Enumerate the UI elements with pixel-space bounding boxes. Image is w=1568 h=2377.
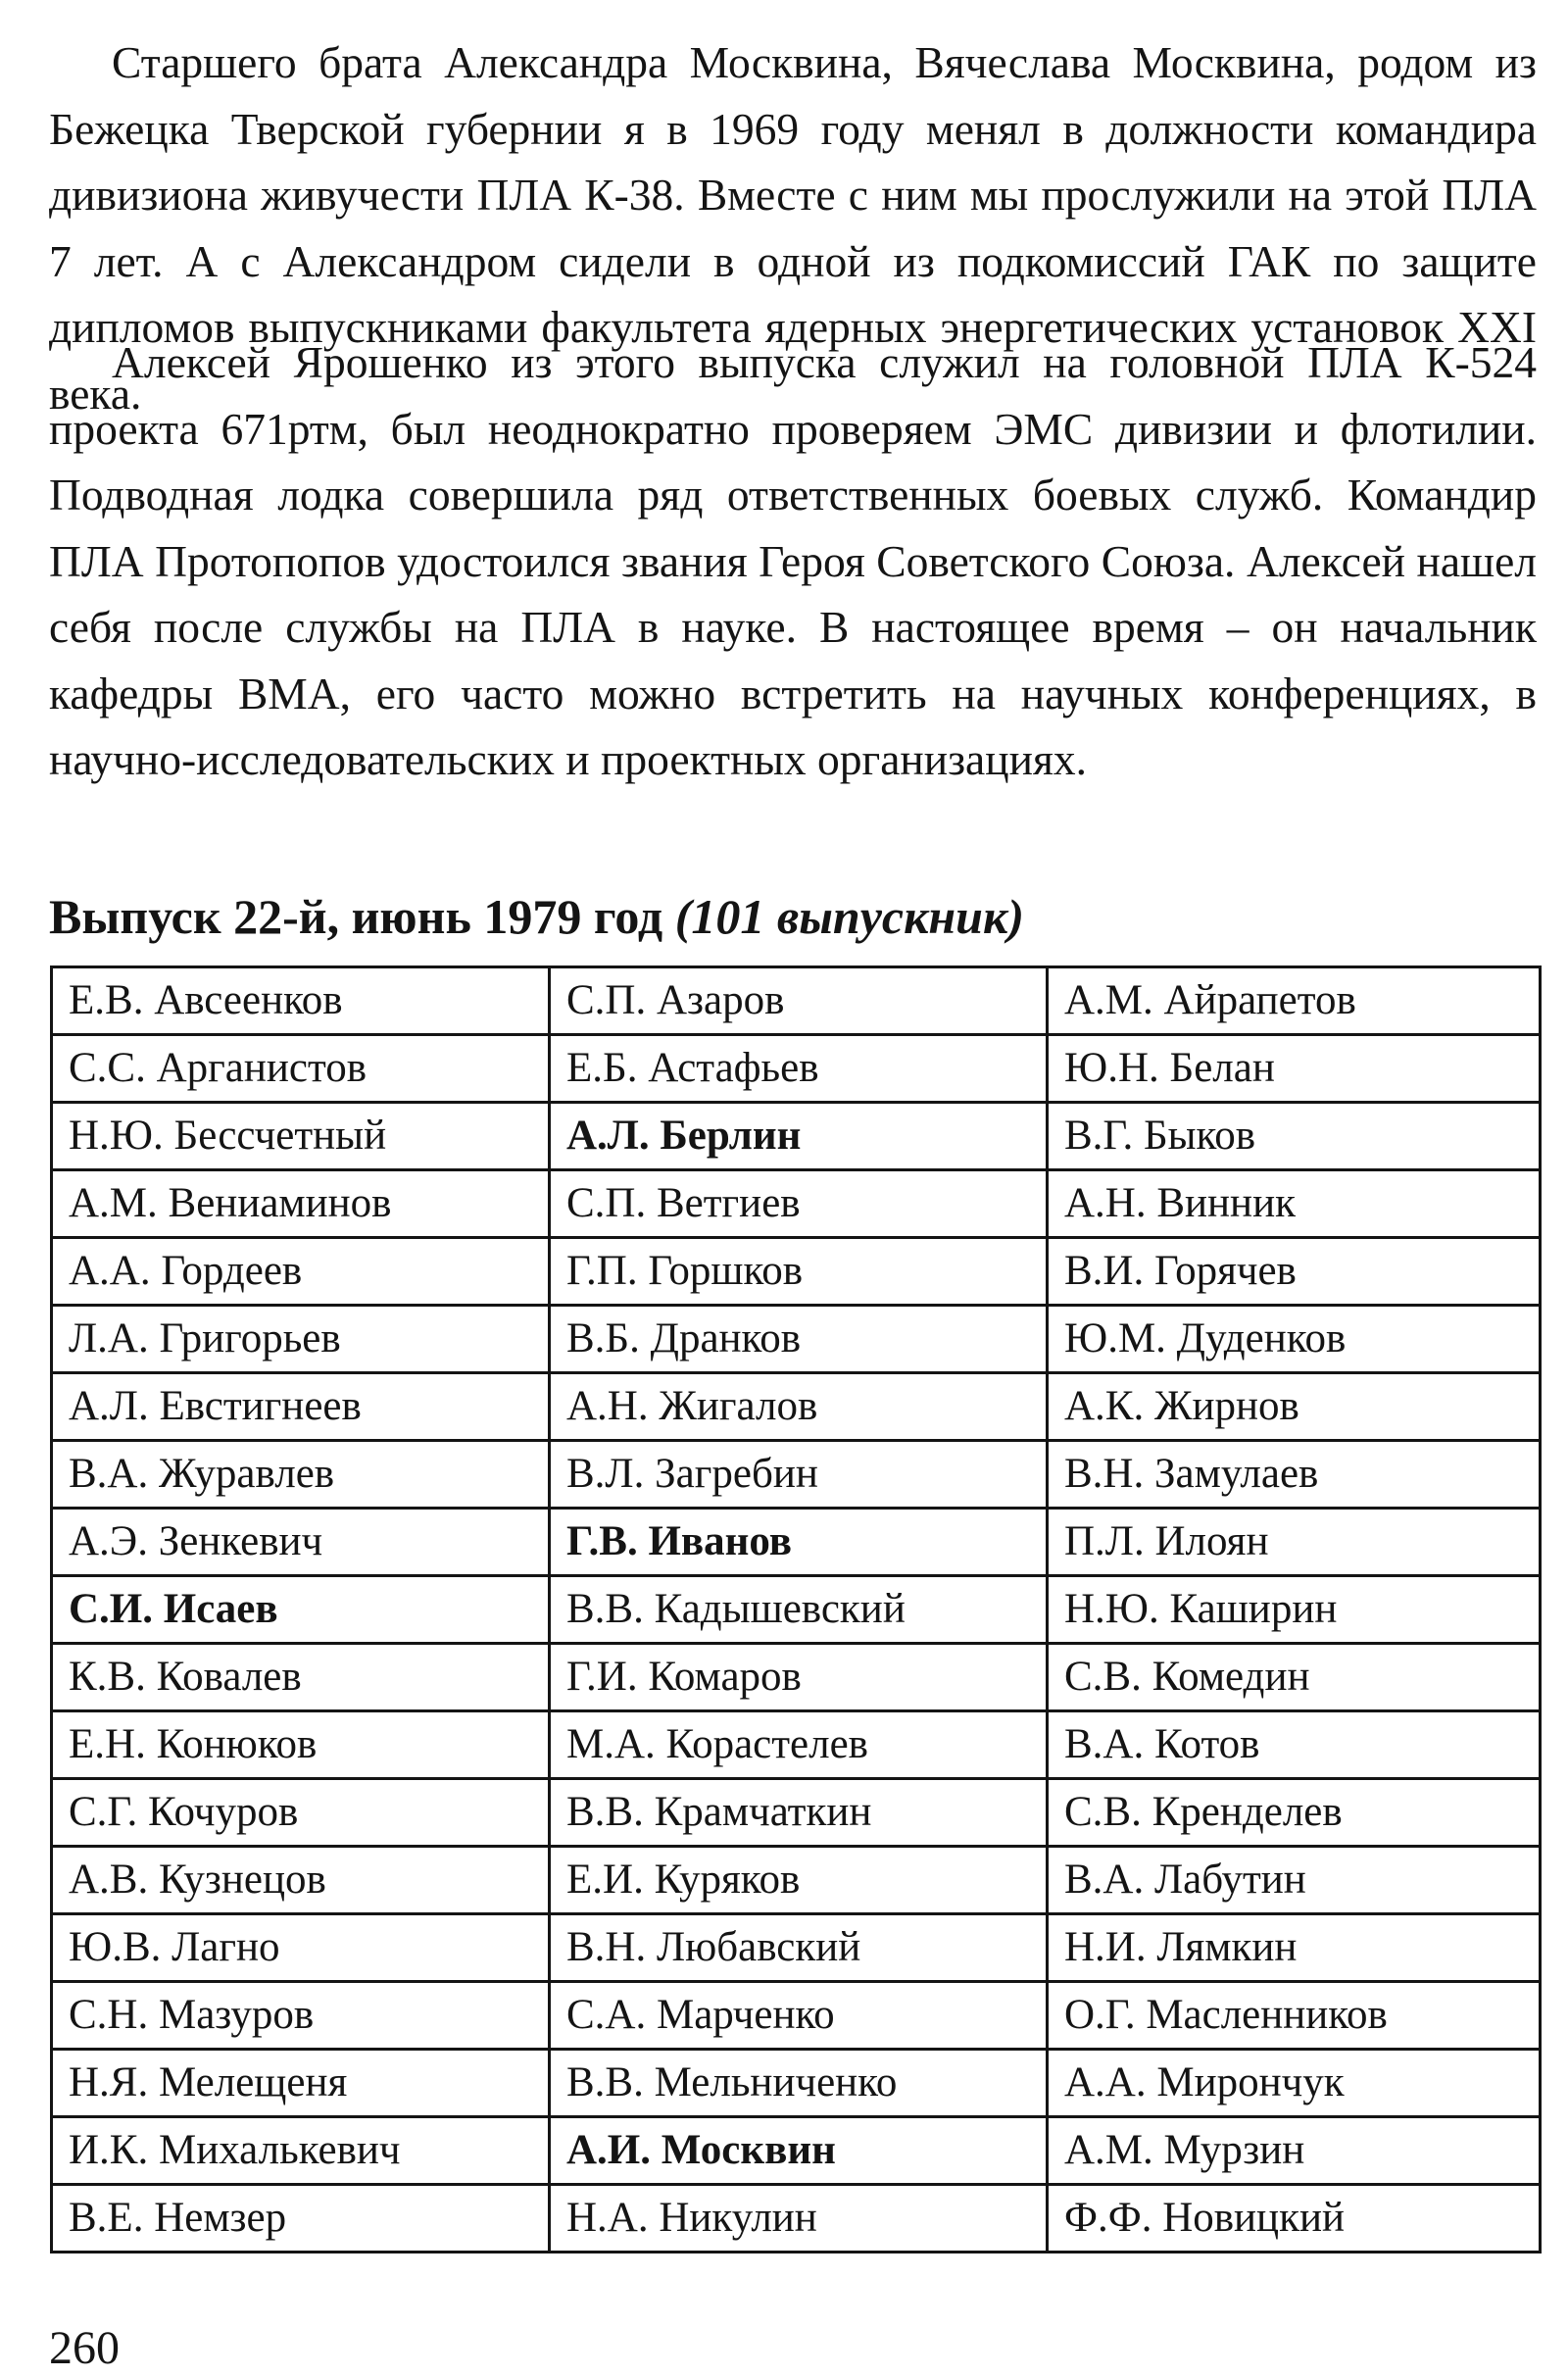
- table-row: [52, 1373, 1541, 1441]
- graduate-name-cell: Н.И. Лямкин: [1048, 1914, 1541, 1982]
- table-row: [52, 1441, 1541, 1509]
- graduate-name-cell: В.Г. Быков: [1048, 1103, 1541, 1170]
- graduate-name-cell: А.А. Мирончук: [1048, 2050, 1541, 2117]
- table-row: [52, 1576, 1541, 1644]
- graduate-name-cell: А.М. Айрапетов: [1048, 967, 1541, 1035]
- graduate-name-cell: С.Н. Мазуров: [52, 1982, 550, 2050]
- table-row: [52, 1644, 1541, 1711]
- graduate-name-cell: Г.В. Иванов: [550, 1509, 1048, 1576]
- graduate-name-cell: В.Н. Замулаев: [1048, 1441, 1541, 1509]
- graduate-name-cell: Ф.Ф. Новицкий: [1048, 2185, 1541, 2253]
- graduate-name-cell: Г.П. Горшков: [550, 1238, 1048, 1306]
- graduate-name-cell: Е.В. Авсеенков: [52, 967, 550, 1035]
- graduate-name-cell: В.В. Кадышевский: [550, 1576, 1048, 1644]
- graduate-name-cell: В.А. Журавлев: [52, 1441, 550, 1509]
- graduate-name-cell: Ю.В. Лагно: [52, 1914, 550, 1982]
- graduate-name-cell: А.М. Вениаминов: [52, 1170, 550, 1238]
- table-row: [52, 2117, 1541, 2185]
- table-row: [52, 1847, 1541, 1914]
- table-row: [52, 967, 1541, 1035]
- graduate-name-cell: А.К. Жирнов: [1048, 1373, 1541, 1441]
- graduate-name-cell: С.П. Ветгиев: [550, 1170, 1048, 1238]
- graduate-name-cell: В.Б. Дранков: [550, 1306, 1048, 1373]
- graduate-name-cell: В.А. Лабутин: [1048, 1847, 1541, 1914]
- table-row: [52, 2050, 1541, 2117]
- graduates-table: [50, 966, 1542, 2253]
- table-row: [52, 1035, 1541, 1103]
- graduate-name-cell: А.М. Мурзин: [1048, 2117, 1541, 2185]
- graduate-name-cell: Е.Б. Астафьев: [550, 1035, 1048, 1103]
- graduate-name-cell: С.В. Кренделев: [1048, 1779, 1541, 1847]
- table-row: [52, 1779, 1541, 1847]
- graduate-name-cell: С.А. Марченко: [550, 1982, 1048, 2050]
- section-subtitle: (101 выпускник): [674, 889, 1024, 944]
- graduate-name-cell: А.Л. Евстигнеев: [52, 1373, 550, 1441]
- graduate-name-cell: Ю.Н. Белан: [1048, 1035, 1541, 1103]
- graduate-name-cell: А.И. Москвин: [550, 2117, 1048, 2185]
- graduate-name-cell: Н.Я. Мелещеня: [52, 2050, 550, 2117]
- paragraph-yaroshenko: Алексей Ярошенко из этого выпуска служил на головной ПЛА К-524 проекта 671ртм, был неоднократно проверяем ЭМС дивизии и флотилии. Подводная лодка совершила ряд ответственных боевых служб. Командир ПЛА Протопопов удостоился звания Героя Советского Союза. Алексей нашел себя после службы на ПЛА в науке. В настоящее время – он начальник кафедры ВМА, его часто можно встретить на научных конференциях, в научно-исследовательских и проектных организациях.: [49, 337, 1537, 784]
- table-row: [52, 1982, 1541, 2050]
- graduate-name-cell: А.Л. Берлин: [550, 1103, 1048, 1170]
- section-heading: [49, 882, 1024, 951]
- graduate-name-cell: Г.И. Комаров: [550, 1644, 1048, 1711]
- graduate-name-cell: В.В. Крамчаткин: [550, 1779, 1048, 1847]
- graduate-name-cell: И.К. Михалькевич: [52, 2117, 550, 2185]
- graduate-name-cell: В.Н. Любавский: [550, 1914, 1048, 1982]
- graduate-name-cell: С.П. Азаров: [550, 967, 1048, 1035]
- table-row: [52, 1170, 1541, 1238]
- section-title: Выпуск 22-й, июнь 1979 год: [49, 889, 663, 944]
- graduate-name-cell: А.А. Гордеев: [52, 1238, 550, 1306]
- graduate-name-cell: О.Г. Масленников: [1048, 1982, 1541, 2050]
- graduate-name-cell: Е.И. Куряков: [550, 1847, 1048, 1914]
- graduate-name-cell: К.В. Ковалев: [52, 1644, 550, 1711]
- table-row: [52, 1238, 1541, 1306]
- graduate-name-cell: Ю.М. Дуденков: [1048, 1306, 1541, 1373]
- graduate-name-cell: В.Е. Немзер: [52, 2185, 550, 2253]
- graduate-name-cell: Н.А. Никулин: [550, 2185, 1048, 2253]
- graduate-name-cell: С.В. Комедин: [1048, 1644, 1541, 1711]
- graduate-name-cell: Л.А. Григорьев: [52, 1306, 550, 1373]
- graduate-name-cell: В.А. Котов: [1048, 1711, 1541, 1779]
- graduate-name-cell: М.А. Корастелев: [550, 1711, 1048, 1779]
- table-row: [52, 1711, 1541, 1779]
- table-row: [52, 2185, 1541, 2253]
- graduates-table-body: [52, 967, 1541, 2253]
- graduate-name-cell: В.И. Горячев: [1048, 1238, 1541, 1306]
- table-row: [52, 1509, 1541, 1576]
- graduate-name-cell: В.В. Мельниченко: [550, 2050, 1048, 2117]
- graduate-name-cell: Н.Ю. Бессчетный: [52, 1103, 550, 1170]
- graduate-name-cell: С.Г. Кочуров: [52, 1779, 550, 1847]
- graduate-name-cell: А.В. Кузнецов: [52, 1847, 550, 1914]
- table-row: [52, 1914, 1541, 1982]
- graduate-name-cell: А.Н. Винник: [1048, 1170, 1541, 1238]
- table-row: [52, 1103, 1541, 1170]
- page-number: 260: [49, 2322, 120, 2374]
- graduate-name-cell: А.Н. Жигалов: [550, 1373, 1048, 1441]
- graduate-name-cell: А.Э. Зенкевич: [52, 1509, 550, 1576]
- paragraph-moskvin: Старшего брата Александра Москвина, Вячеслава Москвина, родом из Бежецка Тверской губернии я в 1969 году менял в должности командира дивизиона живучести ПЛА К-38. Вместе с ним мы прослужили на этой ПЛА 7 лет. А с Александром сидели в одной из подкомиссий ГАК по защите дипломов выпускниками факультета ядерных энергетических установок XXI века.: [49, 37, 1537, 419]
- graduate-name-cell: П.Л. Илоян: [1048, 1509, 1541, 1576]
- graduate-name-cell: С.И. Исаев: [52, 1576, 550, 1644]
- table-row: [52, 1306, 1541, 1373]
- graduate-name-cell: Н.Ю. Каширин: [1048, 1576, 1541, 1644]
- graduate-name-cell: В.Л. Загребин: [550, 1441, 1048, 1509]
- graduate-name-cell: Е.Н. Конюков: [52, 1711, 550, 1779]
- graduate-name-cell: С.С. Арганистов: [52, 1035, 550, 1103]
